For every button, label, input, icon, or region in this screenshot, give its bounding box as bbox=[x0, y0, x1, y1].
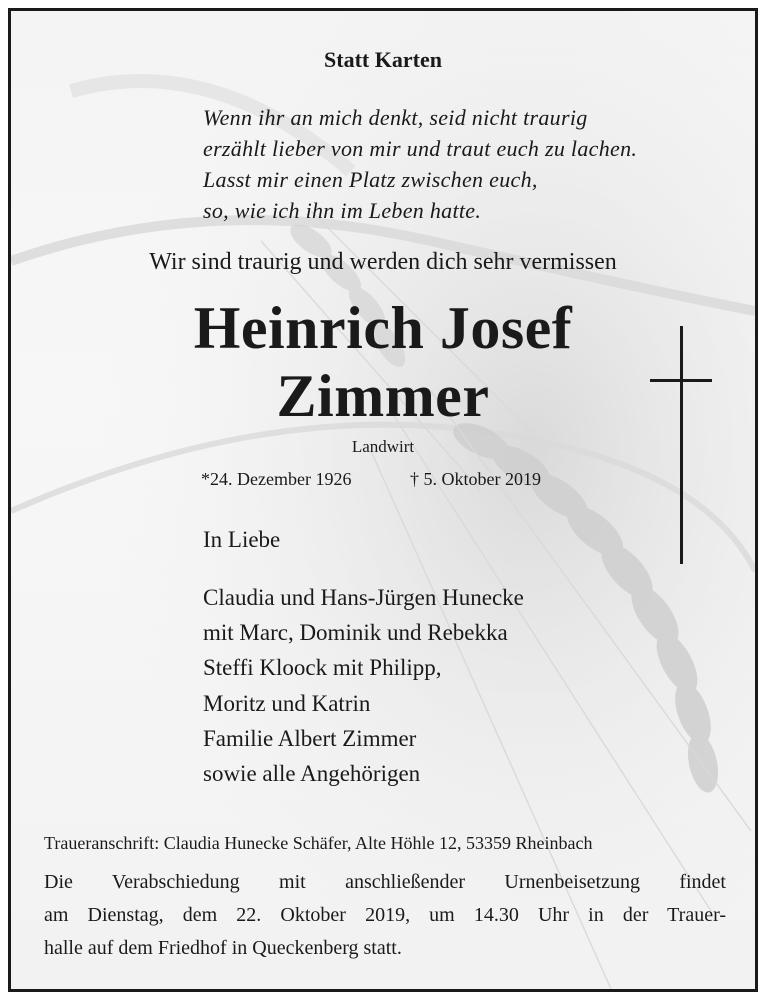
cross-icon-bar bbox=[650, 379, 712, 382]
poem-line: Wenn ihr an mich denkt, seid nicht traurig bbox=[203, 105, 588, 130]
family-member: Claudia und Hans-Jürgen Hunecke bbox=[203, 585, 524, 610]
funeral-notice-line: halle auf dem Friedhof in Queckenberg statt. bbox=[44, 937, 402, 959]
heading: Statt Karten bbox=[324, 47, 442, 72]
deceased-name-line2: Zimmer bbox=[276, 363, 490, 429]
poem-line: Lasst mir einen Platz zwischen euch, bbox=[203, 167, 538, 192]
family-salutation: In Liebe bbox=[203, 527, 281, 552]
funeral-notice-line: Die Verabschiedung mit anschließender Urnenbeisetzung findet bbox=[44, 871, 726, 893]
occupation: Landwirt bbox=[351, 437, 415, 456]
funeral-notice-line: am Dienstag, dem 22. Oktober 2019, um 14.30 Uhr in der Trauer- bbox=[44, 904, 726, 926]
family-member: Familie Albert Zimmer bbox=[203, 726, 417, 751]
birth-date: *24. Dezember 1926 bbox=[201, 469, 352, 489]
death-date: † 5. Oktober 2019 bbox=[410, 469, 541, 489]
mourning-address: Traueranschrift: Claudia Hunecke Schäfer, Alte Höhle 12, 53359 Rheinbach bbox=[44, 833, 593, 853]
deceased-name-line1: Heinrich Josef bbox=[193, 295, 573, 361]
poem-line: erzählt lieber von mir und traut euch zu lachen. bbox=[203, 136, 638, 161]
family-member: sowie alle Angehörigen bbox=[203, 761, 421, 786]
intro-text: Wir sind traurig und werden dich sehr vermissen bbox=[149, 249, 617, 275]
family-member: mit Marc, Dominik und Rebekka bbox=[203, 620, 508, 645]
family-member: Moritz und Katrin bbox=[203, 691, 371, 716]
poem-line: so, wie ich ihn im Leben hatte. bbox=[203, 198, 482, 223]
family-member: Steffi Kloock mit Philipp, bbox=[203, 655, 442, 680]
obituary-notice bbox=[8, 8, 758, 992]
